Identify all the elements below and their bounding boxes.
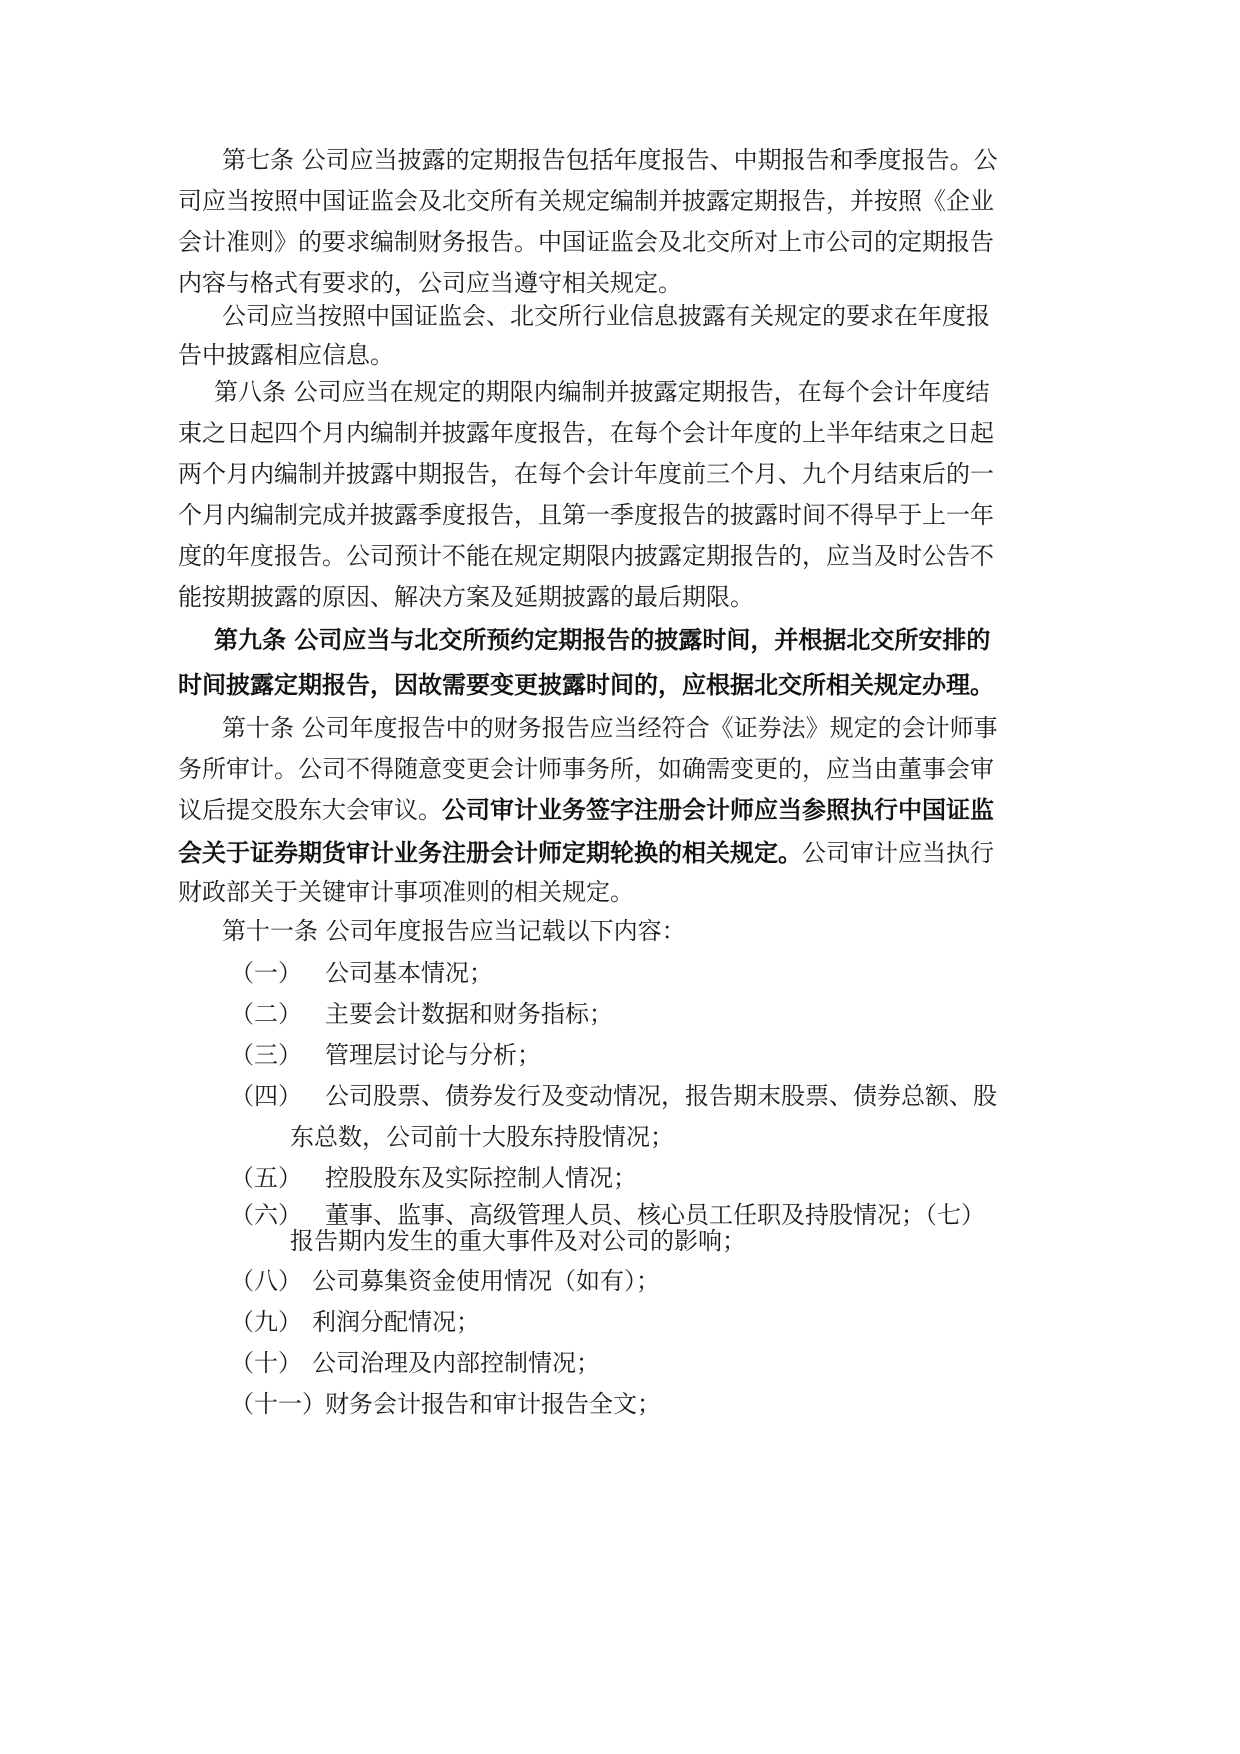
article10-line3-bold: 公司审计业务签字注册会计师应当参照执行中国证监	[442, 796, 994, 824]
article10-line4	[178, 838, 994, 868]
article10-line3-plain: 议后提交股东大会审议。	[178, 796, 442, 824]
article10-line2: 务所审计。公司不得随意变更会计师事务所，如确需变更的，应当由董事会审	[178, 755, 994, 783]
list-item-continuation: 东总数，公司前十大股东持股情况；	[290, 1123, 674, 1151]
list-item	[230, 1266, 660, 1296]
list-item-number: （十一）	[230, 1390, 326, 1418]
article8-line1: 第八条 公司应当在规定的期限内编制并披露定期报告，在每个会计年度结	[214, 378, 990, 406]
article9-line1: 第九条 公司应当与北交所预约定期报告的披露时间，并根据北交所安排的	[214, 626, 991, 654]
list-item-text: 管理层讨论与分析；	[325, 1041, 541, 1069]
list-item-number: （九）	[230, 1308, 302, 1336]
list-item	[230, 958, 493, 988]
article7-line3: 会计准则》的要求编制财务报告。中国证监会及北交所对上市公司的定期报告	[178, 228, 994, 256]
list-item-number: （三）	[230, 1041, 302, 1069]
article9-line2: 时间披露定期报告，因故需要变更披露时间的，应根据北交所相关规定办理。	[178, 671, 994, 699]
list-item	[230, 1389, 661, 1419]
article10-line1: 第十条 公司年度报告中的财务报告应当经符合《证券法》规定的会计师事	[222, 714, 998, 742]
list-item-number: （二）	[230, 1000, 302, 1028]
article7-line6: 告中披露相应信息。	[178, 341, 394, 369]
article10-line4-plain: 公司审计应当执行	[802, 839, 994, 867]
list-item	[230, 1307, 480, 1337]
article7-line2: 司应当按照中国证监会及北交所有关规定编制并披露定期报告，并按照《企业	[178, 187, 994, 215]
list-item-text: 利润分配情况；	[312, 1308, 480, 1336]
list-item	[230, 1163, 637, 1193]
list-item-text: 控股股东及实际控制人情况；	[325, 1164, 637, 1192]
list-item	[230, 1348, 600, 1378]
article7-line5: 公司应当按照中国证监会、北交所行业信息披露有关规定的要求在年度报	[222, 302, 990, 330]
list-item-text: 财务会计报告和审计报告全文；	[325, 1390, 661, 1418]
list-item-text: 主要会计数据和财务指标；	[325, 1000, 613, 1028]
article10-line3	[178, 795, 994, 825]
article7-line1: 第七条 公司应当披露的定期报告包括年度报告、中期报告和季度报告。公	[222, 146, 998, 174]
list-item-number: （十）	[230, 1349, 302, 1377]
article8-line3: 两个月内编制并披露中期报告，在每个会计年度前三个月、九个月结束后的一	[178, 460, 994, 488]
list-item-text: 董事、监事、高级管理人员、核心员工任职及持股情况；（七）	[325, 1201, 985, 1229]
article8-line6: 能按期披露的原因、解决方案及延期披露的最后期限。	[178, 583, 754, 611]
list-item	[230, 1040, 541, 1070]
list-item-number: （八）	[230, 1267, 302, 1295]
list-item	[230, 999, 613, 1029]
article10-line5: 财政部关于关键审计事项准则的相关规定。	[178, 878, 634, 906]
list-item-text: 公司治理及内部控制情况；	[312, 1349, 600, 1377]
list-item-text: 公司募集资金使用情况（如有）；	[312, 1267, 660, 1295]
list-item-number: （六）	[230, 1201, 302, 1229]
article8-line4: 个月内编制完成并披露季度报告，且第一季度报告的披露时间不得早于上一年	[178, 501, 994, 529]
list-item-text: 公司股票、债券发行及变动情况，报告期末股票、债券总额、股	[325, 1082, 997, 1110]
list-item-text: 公司基本情况；	[325, 959, 493, 987]
article11-intro: 第十一条 公司年度报告应当记载以下内容：	[222, 917, 686, 945]
article10-line4-bold: 会关于证券期货审计业务注册会计师定期轮换的相关规定。	[178, 839, 802, 867]
article8-line5: 度的年度报告。公司预计不能在规定期限内披露定期报告的，应当及时公告不	[178, 542, 994, 570]
article7-line4: 内容与格式有要求的，公司应当遵守相关规定。	[178, 269, 682, 297]
article8-line2: 束之日起四个月内编制并披露年度报告，在每个会计年度的上半年结束之日起	[178, 419, 994, 447]
list-item-continuation: 报告期内发生的重大事件及对公司的影响；	[290, 1227, 746, 1255]
list-item-number: （四）	[230, 1082, 302, 1110]
list-item-number: （一）	[230, 959, 302, 987]
list-item-number: （五）	[230, 1164, 302, 1192]
list-item	[230, 1081, 997, 1111]
